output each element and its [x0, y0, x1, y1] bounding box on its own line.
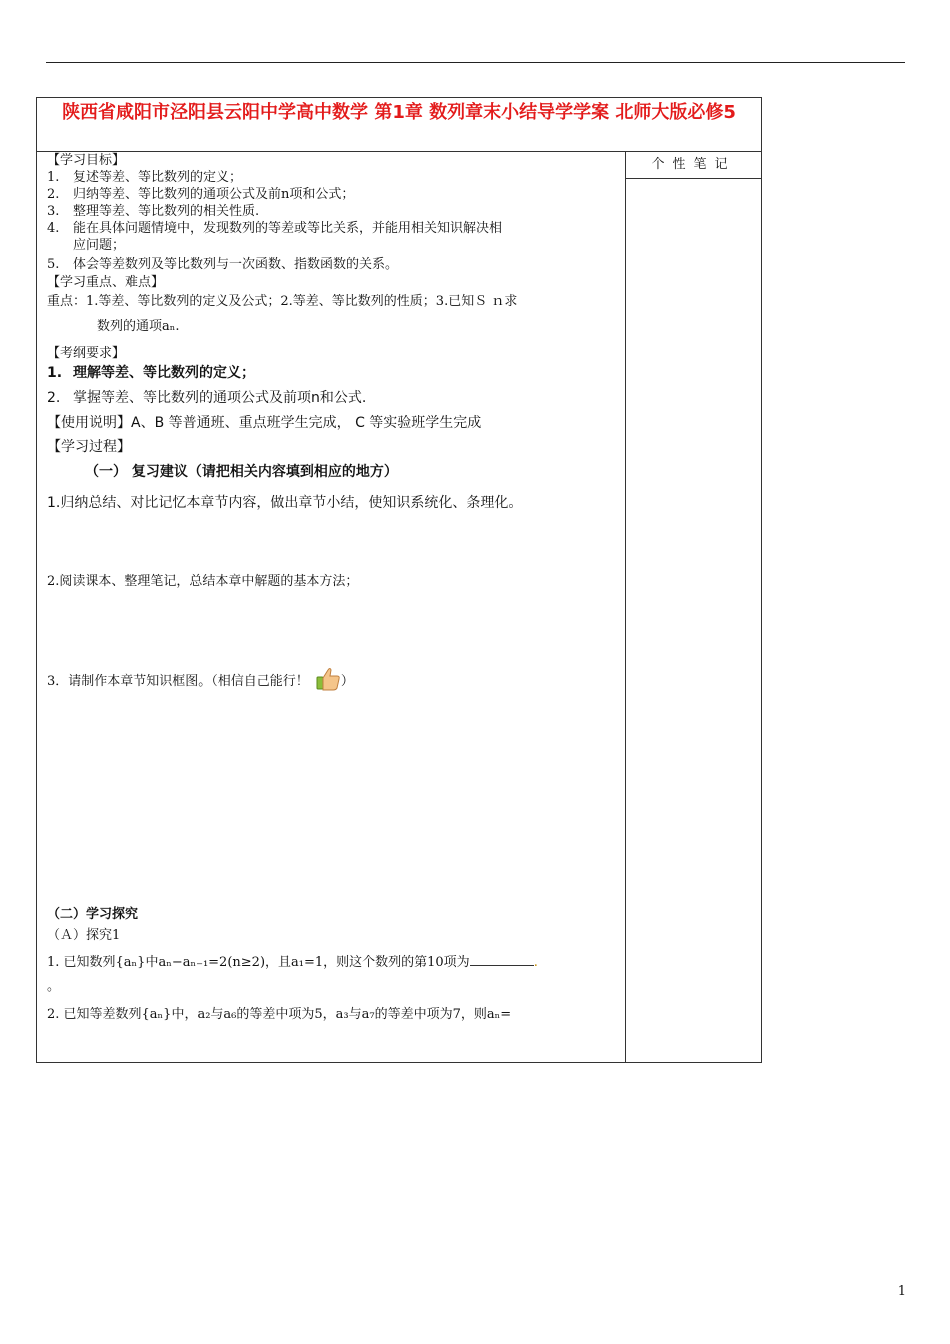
problem-1: 1. 已知数列{aₙ}中aₙ−aₙ₋₁=2(n≥2)，且a₁=1，则这个数列的第10项为 . — [47, 955, 538, 970]
notes-column-header: 个性笔记 — [626, 152, 761, 179]
goal-item: 3. 整理等差、等比数列的相关性质. — [47, 204, 260, 219]
exam-item: 2. 掌握等差、等比数列的通项公式及前项n和公式. — [47, 390, 367, 406]
exam-item: 1. 理解等差、等比数列的定义； — [47, 365, 255, 381]
review-item: 3．请制作本章节知识框图。（相信自己能行！ ） — [47, 666, 354, 697]
header-rule — [46, 62, 905, 63]
thumbs-up-icon — [315, 666, 341, 697]
goal-item: 4. 能在具体问题情境中，发现数列的等差或等比关系，并能用相关知识解决相 — [47, 221, 503, 236]
main-column — [37, 152, 625, 1062]
explore-heading: （二）学习探究 — [47, 907, 139, 922]
review-item: 2.阅读课本、整理笔记，总结本章中解题的基本方法； — [47, 574, 359, 589]
keypoints-line: 重点：1.等差、等比数列的定义及公式；2.等差、等比数列的性质；3.已知Ｓ ｎ求 — [47, 294, 518, 309]
problem-2: 2. 已知等差数列{aₙ}中，a₂与a₆的等差中项为5，a₃与a₇的等差中项为7，则aₙ= — [47, 1007, 512, 1022]
explore-subheading: （Ａ）探究1 — [47, 928, 121, 943]
goal-item: 2. 归纳等差、等比数列的通项公式及前n项和公式； — [47, 187, 355, 202]
column-divider — [625, 152, 626, 1062]
answer-blank[interactable] — [470, 953, 534, 966]
goal-item: 5. 体会等差数列及等比数列与一次函数、指数函数的关系。 — [47, 257, 399, 272]
document-title: 陕西省咸阳市泾阳县云阳中学高中数学 第1章 数列章末小结导学学案 北师大版必修5 — [37, 98, 761, 152]
goal-item: 1. 复述等差、等比数列的定义； — [47, 170, 243, 185]
worksheet-table — [36, 97, 762, 1063]
exam-heading: 【考纲要求】 — [47, 346, 126, 361]
process-heading: 【学习过程】 — [47, 439, 131, 455]
goal-item-continuation: 应问题； — [73, 238, 126, 253]
usage-note: 【使用说明】A、B 等普通班、重点班学生完成， C 等实验班学生完成 — [47, 415, 482, 431]
problem-1-continuation: 。 — [47, 979, 61, 994]
page-number: 1 — [897, 1284, 906, 1299]
review-heading: （一） 复习建议（请把相关内容填到相应的地方） — [85, 464, 398, 480]
review-item: 1.归纳总结、对比记忆本章节内容，做出章节小结，使知识系统化、条理化。 — [47, 495, 523, 511]
keypoints-heading: 【学习重点、难点】 — [47, 275, 165, 290]
keypoints-line: 数列的通项aₙ. — [97, 319, 180, 334]
goals-heading: 【学习目标】 — [47, 153, 126, 168]
